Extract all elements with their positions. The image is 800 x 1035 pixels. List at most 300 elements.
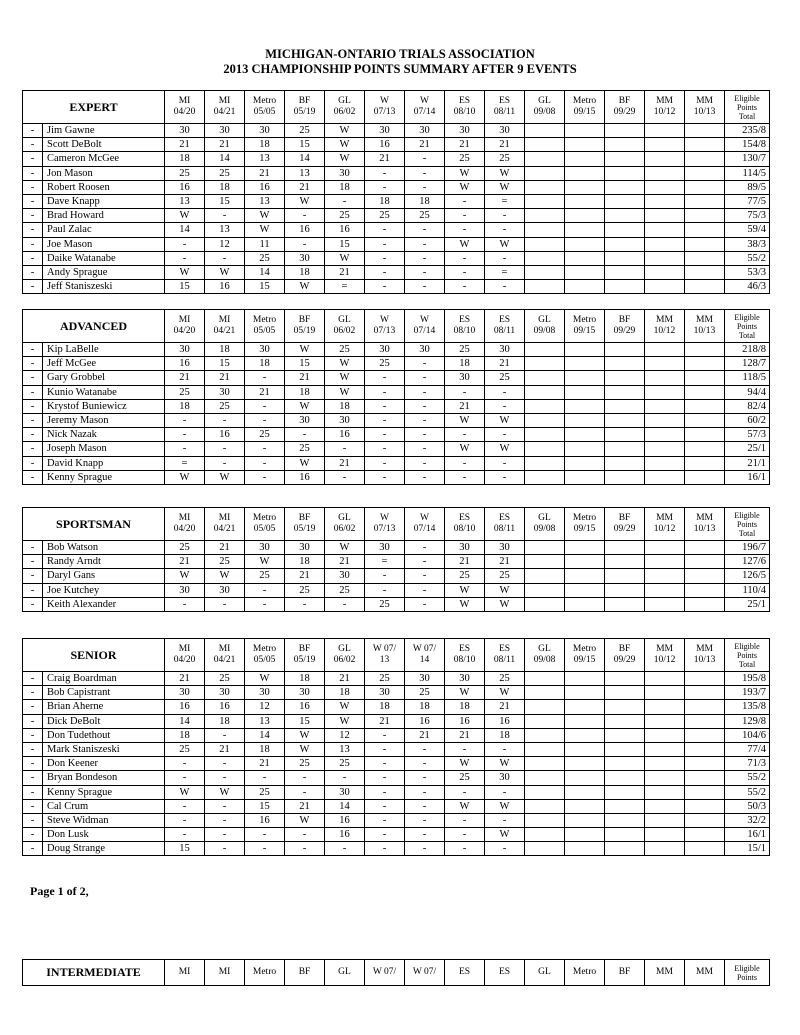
event-score: [685, 714, 725, 728]
table-row: [23, 541, 770, 555]
event-score: [565, 742, 605, 756]
event-score: -: [445, 265, 485, 279]
event-score: W: [205, 569, 245, 583]
eligible-header-line: Points: [736, 321, 757, 331]
table-row: [23, 714, 770, 728]
event-score: [525, 828, 565, 842]
rider-name: Gary Grobbel: [43, 371, 165, 385]
event-score: W: [325, 124, 365, 138]
table-row: [23, 742, 770, 756]
event-score: 30: [445, 672, 485, 686]
event-score: -: [205, 771, 245, 785]
eligible-points-total: 82/4: [725, 399, 770, 413]
event-score: -: [445, 828, 485, 842]
event-date: 05/19: [293, 107, 316, 117]
event-name: MI: [218, 96, 231, 106]
event-date: 08/10: [453, 655, 476, 665]
event-score: -: [405, 237, 445, 251]
event-score: [525, 194, 565, 208]
event-name: W: [420, 315, 429, 325]
eligible-header-line: Total: [738, 330, 756, 340]
event-score: [565, 828, 605, 842]
event-score: [565, 470, 605, 484]
row-marker: -: [23, 442, 43, 456]
event-date: 10/13: [693, 524, 716, 534]
event-name: ES: [458, 513, 471, 523]
event-score: -: [245, 771, 285, 785]
eligible-points-total: 46/3: [725, 280, 770, 294]
event-name: GL: [538, 967, 551, 977]
event-score: -: [245, 442, 285, 456]
event-score: -: [405, 757, 445, 771]
event-score: 13: [325, 742, 365, 756]
eligible-points-total: 126/5: [725, 569, 770, 583]
event-score: [645, 799, 685, 813]
event-date: 09/29: [613, 326, 636, 336]
rider-name: Brian Aherne: [43, 700, 165, 714]
event-score: [645, 166, 685, 180]
event-score: 25: [205, 166, 245, 180]
event-score: [605, 209, 645, 223]
table-row: [23, 280, 770, 294]
event-score: 21: [285, 371, 325, 385]
table-row: [23, 166, 770, 180]
row-marker: -: [23, 265, 43, 279]
event-score: -: [205, 813, 245, 827]
event-column-header: [605, 310, 645, 343]
eligible-header-line: Points: [737, 519, 758, 529]
event-name: MI: [218, 967, 231, 977]
event-date: 09/08: [533, 655, 556, 665]
event-score: W: [485, 442, 525, 456]
event-score: -: [445, 785, 485, 799]
event-column-header: [325, 310, 365, 343]
event-score: 25: [445, 569, 485, 583]
event-score: W: [285, 194, 325, 208]
event-score: -: [205, 456, 245, 470]
event-score: [565, 399, 605, 413]
event-score: 14: [205, 152, 245, 166]
event-score: [565, 583, 605, 597]
event-score: -: [365, 583, 405, 597]
event-score: -: [165, 597, 205, 611]
event-date: 06/02: [333, 524, 356, 534]
event-score: [645, 399, 685, 413]
event-score: W: [445, 799, 485, 813]
row-marker: -: [23, 672, 43, 686]
event-name: Metro: [252, 315, 277, 325]
event-score: [685, 223, 725, 237]
event-score: -: [365, 399, 405, 413]
event-score: [525, 251, 565, 265]
event-score: 21: [325, 555, 365, 569]
event-score: [525, 742, 565, 756]
event-score: [565, 771, 605, 785]
table-header-row: [23, 310, 770, 343]
class-name-header: SENIOR: [23, 639, 165, 672]
event-score: 16: [205, 700, 245, 714]
event-score: [565, 194, 605, 208]
event-name: Metro: [572, 644, 597, 654]
row-marker: -: [23, 209, 43, 223]
event-score: [565, 428, 605, 442]
event-column-header: [245, 91, 285, 124]
event-score: [645, 583, 685, 597]
event-score: [565, 413, 605, 427]
table-row: [23, 413, 770, 427]
event-score: -: [245, 597, 285, 611]
eligible-points-total: 94/4: [725, 385, 770, 399]
event-column-header: [685, 960, 725, 986]
event-score: [605, 597, 645, 611]
event-score: -: [445, 813, 485, 827]
event-score: [645, 194, 685, 208]
event-name: ES: [498, 513, 511, 523]
event-score: W: [325, 371, 365, 385]
event-score: 25: [485, 371, 525, 385]
event-score: -: [405, 357, 445, 371]
event-score: 16: [205, 428, 245, 442]
event-score: [645, 700, 685, 714]
event-date: 14: [419, 655, 430, 665]
table-row: [23, 265, 770, 279]
event-score: [685, 265, 725, 279]
event-name: Metro: [252, 96, 277, 106]
eligible-points-total: 89/5: [725, 180, 770, 194]
event-score: 16: [285, 223, 325, 237]
event-name: MM: [656, 967, 673, 977]
event-score: W: [245, 223, 285, 237]
event-score: 21: [205, 138, 245, 152]
event-score: 25: [285, 757, 325, 771]
table-row: [23, 785, 770, 799]
event-name: MM: [696, 315, 713, 325]
event-column-header: [525, 91, 565, 124]
event-name: MI: [178, 644, 191, 654]
event-name: BF: [298, 315, 311, 325]
event-score: [685, 180, 725, 194]
eligible-points-total: 21/1: [725, 456, 770, 470]
event-score: [605, 166, 645, 180]
event-column-header: [645, 310, 685, 343]
event-score: -: [365, 785, 405, 799]
eligible-points-total: 135/8: [725, 700, 770, 714]
event-score: W: [285, 399, 325, 413]
event-score: 18: [405, 700, 445, 714]
event-column-header: [605, 508, 645, 541]
table-row: [23, 728, 770, 742]
event-score: -: [405, 828, 445, 842]
event-score: 14: [325, 799, 365, 813]
event-score: -: [165, 757, 205, 771]
table-row: [23, 357, 770, 371]
event-score: [525, 597, 565, 611]
eligible-points-total: 114/5: [725, 166, 770, 180]
event-score: 30: [165, 583, 205, 597]
event-score: -: [405, 428, 445, 442]
event-name: Metro: [252, 644, 277, 654]
table-row: [23, 428, 770, 442]
rider-name: Dick DeBolt: [43, 714, 165, 728]
eligible-points-total: 130/7: [725, 152, 770, 166]
event-score: [645, 757, 685, 771]
eligible-points-total-header: [725, 960, 770, 986]
event-date: 09/29: [613, 655, 636, 665]
event-column-header: [645, 639, 685, 672]
event-score: 18: [165, 399, 205, 413]
event-score: 25: [365, 597, 405, 611]
event-score: W: [485, 597, 525, 611]
table-row: [23, 700, 770, 714]
eligible-points-total: 55/2: [725, 771, 770, 785]
event-score: [565, 569, 605, 583]
event-score: [645, 714, 685, 728]
event-score: [685, 413, 725, 427]
event-score: [645, 771, 685, 785]
event-score: [565, 686, 605, 700]
table-row: [23, 757, 770, 771]
event-score: -: [405, 583, 445, 597]
event-score: [605, 138, 645, 152]
event-date: 04/21: [213, 655, 236, 665]
event-column-header: [445, 91, 485, 124]
eligible-header-line: Eligible: [734, 963, 760, 973]
event-score: [605, 742, 645, 756]
event-score: 21: [485, 700, 525, 714]
rider-name: Bryan Bondeson: [43, 771, 165, 785]
event-score: -: [245, 371, 285, 385]
rider-name: Nick Nazak: [43, 428, 165, 442]
table-header-row: [23, 960, 770, 986]
event-score: 16: [165, 180, 205, 194]
event-score: [645, 280, 685, 294]
row-marker: -: [23, 785, 43, 799]
event-score: 30: [365, 541, 405, 555]
event-score: 25: [325, 343, 365, 357]
event-score: -: [325, 597, 365, 611]
event-date: 08/11: [493, 524, 516, 534]
rider-name: Kip LaBelle: [43, 343, 165, 357]
event-score: [605, 194, 645, 208]
event-column-header: [565, 639, 605, 672]
event-score: 15: [325, 237, 365, 251]
event-score: [645, 152, 685, 166]
event-score: [605, 124, 645, 138]
event-name: BF: [298, 513, 311, 523]
class-table-expert: [22, 90, 770, 294]
event-score: W: [445, 757, 485, 771]
event-score: 15: [245, 280, 285, 294]
event-score: 25: [485, 152, 525, 166]
event-column-header: [445, 310, 485, 343]
event-score: -: [285, 842, 325, 856]
event-score: -: [365, 251, 405, 265]
event-score: -: [485, 280, 525, 294]
event-score: -: [445, 251, 485, 265]
event-score: -: [405, 265, 445, 279]
event-score: [645, 385, 685, 399]
event-score: 18: [325, 180, 365, 194]
event-score: -: [405, 280, 445, 294]
event-name: Metro: [572, 96, 597, 106]
event-column-header: [405, 960, 445, 986]
event-score: 18: [285, 385, 325, 399]
event-score: 30: [245, 541, 285, 555]
event-score: W: [485, 583, 525, 597]
event-name: MM: [696, 513, 713, 523]
event-score: [645, 265, 685, 279]
event-score: 18: [245, 742, 285, 756]
rider-name: Doug Strange: [43, 842, 165, 856]
event-score: [645, 555, 685, 569]
event-score: -: [285, 209, 325, 223]
table-row: [23, 138, 770, 152]
event-score: W: [285, 456, 325, 470]
eligible-points-total: 25/1: [725, 442, 770, 456]
eligible-points-total: 196/7: [725, 541, 770, 555]
event-score: =: [325, 280, 365, 294]
event-score: 18: [485, 728, 525, 742]
event-score: -: [165, 251, 205, 265]
event-score: 25: [205, 399, 245, 413]
event-score: -: [365, 757, 405, 771]
event-score: -: [325, 842, 365, 856]
event-score: 14: [285, 152, 325, 166]
event-score: W: [325, 541, 365, 555]
rider-name: Craig Boardman: [43, 672, 165, 686]
table-row: [23, 152, 770, 166]
event-date: 09/08: [533, 524, 556, 534]
event-date: 04/20: [173, 326, 196, 336]
event-score: 30: [485, 541, 525, 555]
event-score: [605, 785, 645, 799]
event-score: [685, 555, 725, 569]
event-name: MI: [218, 644, 231, 654]
event-score: [645, 742, 685, 756]
event-column-header: [365, 639, 405, 672]
event-score: W: [325, 385, 365, 399]
event-column-header: [365, 960, 405, 986]
event-name: GL: [338, 967, 351, 977]
rider-name: Keith Alexander: [43, 597, 165, 611]
eligible-points-total: 25/1: [725, 597, 770, 611]
row-marker: -: [23, 470, 43, 484]
event-score: 21: [205, 742, 245, 756]
event-score: -: [285, 828, 325, 842]
event-score: -: [405, 799, 445, 813]
row-marker: -: [23, 223, 43, 237]
row-marker: -: [23, 541, 43, 555]
rider-name: Joseph Mason: [43, 442, 165, 456]
event-score: 30: [245, 124, 285, 138]
event-column-header: [285, 310, 325, 343]
event-score: -: [205, 413, 245, 427]
event-score: [565, 385, 605, 399]
event-score: 30: [365, 124, 405, 138]
event-score: [605, 413, 645, 427]
event-score: 25: [405, 209, 445, 223]
table-row: [23, 343, 770, 357]
row-marker: -: [23, 357, 43, 371]
event-score: [685, 371, 725, 385]
event-score: -: [485, 399, 525, 413]
eligible-points-total: 55/2: [725, 785, 770, 799]
table-header-row: [23, 508, 770, 541]
event-date: 04/20: [173, 107, 196, 117]
event-score: [565, 265, 605, 279]
event-column-header: [445, 639, 485, 672]
event-date: 10/12: [653, 524, 676, 534]
event-score: 18: [325, 686, 365, 700]
table-row: [23, 456, 770, 470]
event-score: [685, 442, 725, 456]
eligible-points-total-header: [725, 508, 770, 541]
event-score: 30: [165, 686, 205, 700]
event-score: [685, 583, 725, 597]
event-score: [565, 456, 605, 470]
event-score: 16: [245, 180, 285, 194]
event-score: 30: [325, 569, 365, 583]
event-score: [565, 357, 605, 371]
event-score: [685, 470, 725, 484]
eligible-header-line: Eligible: [734, 510, 760, 520]
event-score: [645, 828, 685, 842]
eligible-points-total: 55/2: [725, 251, 770, 265]
rider-name: Bob Capistrant: [43, 686, 165, 700]
table-row: [23, 597, 770, 611]
event-score: W: [485, 757, 525, 771]
event-score: [645, 124, 685, 138]
event-score: [685, 597, 725, 611]
event-score: [605, 385, 645, 399]
event-score: 25: [245, 251, 285, 265]
event-name: Metro: [572, 513, 597, 523]
eligible-points-total: 71/3: [725, 757, 770, 771]
event-score: -: [485, 470, 525, 484]
event-date: 09/15: [573, 326, 596, 336]
event-date: 09/15: [573, 655, 596, 665]
event-score: 21: [165, 555, 205, 569]
event-score: -: [245, 842, 285, 856]
event-date: 06/02: [333, 107, 356, 117]
event-score: W: [165, 569, 205, 583]
eligible-points-total: 77/5: [725, 194, 770, 208]
event-score: [565, 597, 605, 611]
event-score: [605, 280, 645, 294]
event-score: -: [365, 223, 405, 237]
event-score: 16: [325, 813, 365, 827]
event-score: [525, 672, 565, 686]
event-score: [605, 686, 645, 700]
event-score: 21: [165, 138, 205, 152]
event-score: -: [485, 842, 525, 856]
event-score: 18: [165, 728, 205, 742]
event-score: [605, 757, 645, 771]
event-score: 16: [165, 700, 205, 714]
eligible-points-total: 118/5: [725, 371, 770, 385]
rider-name: Don Tudethout: [43, 728, 165, 742]
event-score: 30: [445, 371, 485, 385]
event-score: -: [405, 569, 445, 583]
event-score: 16: [285, 470, 325, 484]
event-score: -: [165, 413, 205, 427]
event-score: W: [285, 343, 325, 357]
event-name: ES: [498, 644, 511, 654]
event-score: -: [445, 194, 485, 208]
rider-name: Scott DeBolt: [43, 138, 165, 152]
event-score: 25: [165, 541, 205, 555]
event-score: [605, 399, 645, 413]
